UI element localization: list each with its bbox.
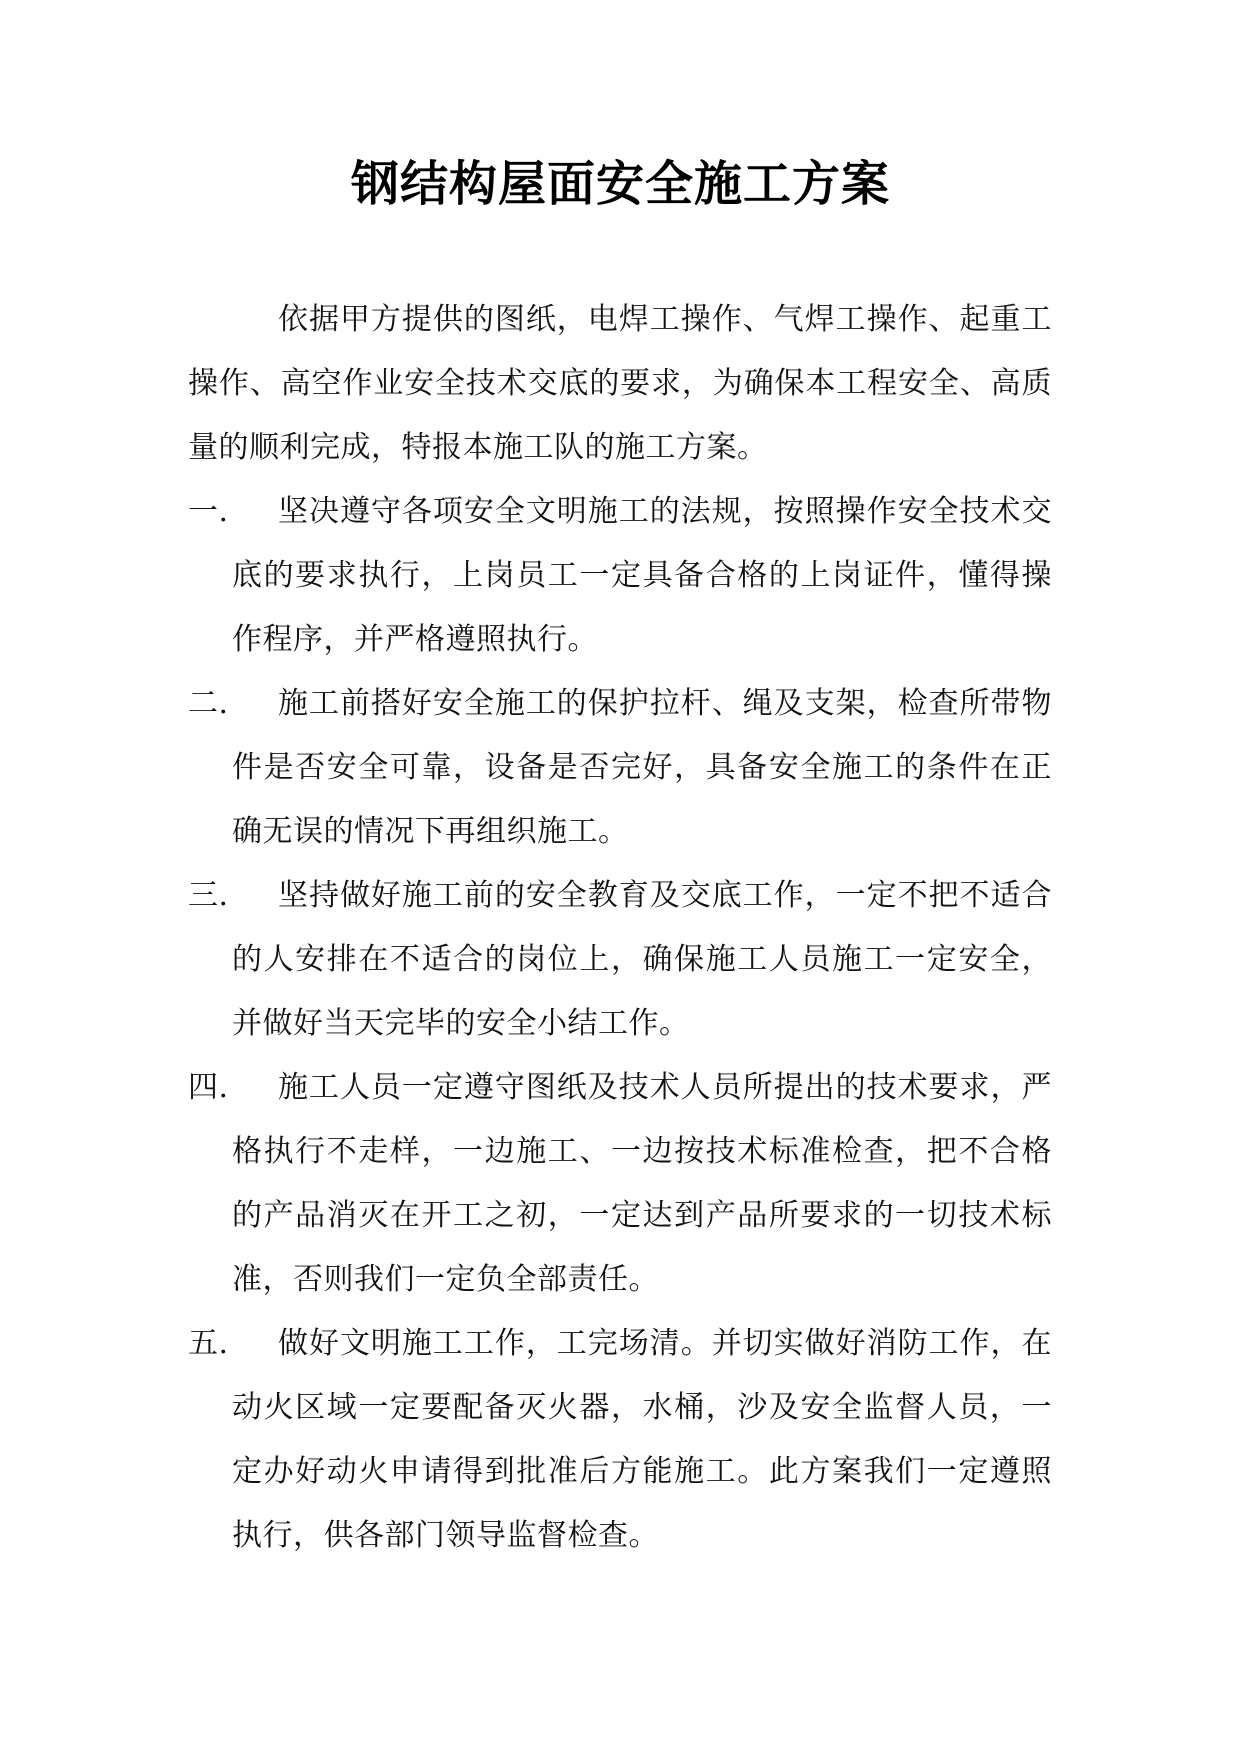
list-item [188, 1056, 1052, 1312]
list-item-number: 四. [188, 1070, 229, 1105]
document-body [188, 288, 1052, 1568]
list-item-text: 坚决遵守各项安全文明施工的法规，按照操作安全技术交底的要求执行，上岗员工一定具备合格的上岗证件，懂得操作程序，并严格遵照执行。 [232, 494, 1052, 657]
list-item-number: 三. [188, 878, 229, 913]
list-item [188, 1312, 1052, 1568]
list-item-text: 坚持做好施工前的安全教育及交底工作，一定不把不适合的人安排在不适合的岗位上，确保施工人员施工一定安全，并做好当天完毕的安全小结工作。 [232, 878, 1052, 1041]
intro-paragraph: 依据甲方提供的图纸，电焊工操作、气焊工操作、起重工操作、高空作业安全技术交底的要求，为确保本工程安全、高质量的顺利完成，特报本施工队的施工方案。 [188, 302, 1052, 465]
list-item-text: 施工前搭好安全施工的保护拉杆、绳及支架，检查所带物件是否安全可靠，设备是否完好，具备安全施工的条件在正确无误的情况下再组织施工。 [232, 686, 1052, 849]
list-item-text: 做好文明施工工作，工完场清。并切实做好消防工作，在动火区域一定要配备灭火器，水桶，沙及安全监督人员，一定办好动火申请得到批准后方能施工。此方案我们一定遵照执行，供各部门领导监督检查。 [232, 1326, 1052, 1553]
list-item [188, 864, 1052, 1056]
list-item-text: 施工人员一定遵守图纸及技术人员所提出的技术要求，严格执行不走样，一边施工、一边按技术标准检查，把不合格的产品消灭在开工之初，一定达到产品所要求的一切技术标准，否则我们一定负全部责任。 [232, 1070, 1052, 1297]
list-item-number: 二. [188, 686, 229, 721]
list-item [188, 672, 1052, 864]
list-item-number: 一. [188, 494, 229, 529]
list-item-number: 五. [188, 1326, 229, 1361]
document-title: 钢结构屋面安全施工方案 [350, 156, 890, 212]
list-item [188, 480, 1052, 672]
